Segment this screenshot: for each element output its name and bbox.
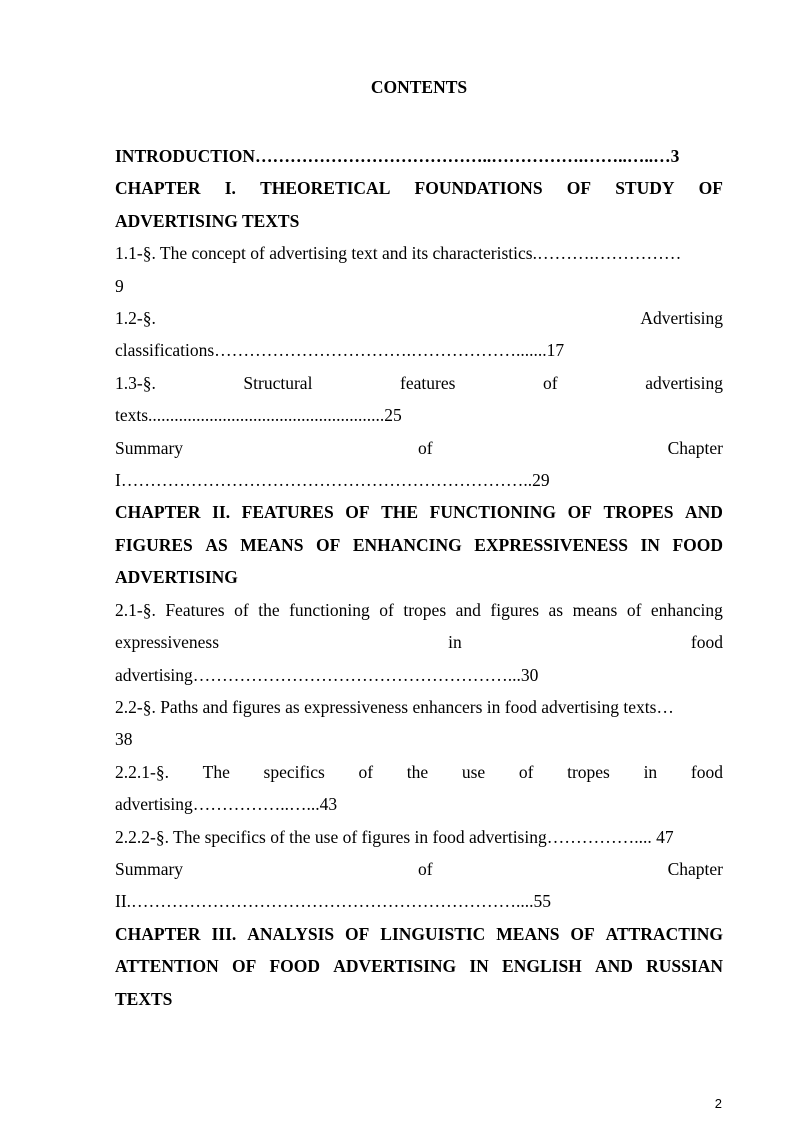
toc-line: classifications…………………………….……………….......17	[115, 340, 565, 361]
toc-word: CHAPTER	[115, 502, 201, 523]
toc-word: of	[379, 599, 394, 620]
toc-word: Summary	[115, 437, 184, 458]
toc-line: 1.1-§. The concept of advertising text and its characteristics.……….……………	[115, 243, 682, 264]
toc-word: Features	[165, 599, 225, 620]
toc-entry-section-1-1[interactable]	[115, 237, 723, 302]
toc-word: FIGURES	[115, 534, 193, 555]
toc-word: ADVERTISING	[333, 956, 457, 977]
toc-word: features	[400, 372, 456, 393]
toc-word: CHAPTER	[115, 923, 201, 944]
toc-entry-summary-chapter-1[interactable]	[115, 432, 723, 497]
toc-word: AND	[685, 502, 723, 523]
toc-word: MEANS	[496, 923, 560, 944]
toc-word: and	[455, 599, 481, 620]
toc-line-justified	[115, 172, 723, 204]
toc-line-justified	[115, 529, 723, 561]
toc-word: MEANS	[240, 534, 304, 555]
toc-word: of	[418, 437, 433, 458]
toc-word: FOUNDATIONS	[414, 178, 543, 199]
toc-word: 1.3-§.	[115, 372, 156, 393]
toc-word: OF	[345, 923, 370, 944]
table-of-contents	[115, 140, 723, 1015]
toc-word: Structural	[243, 372, 313, 393]
toc-word: AND	[595, 956, 633, 977]
toc-word: in	[643, 761, 658, 782]
toc-line: I……………………………………………………………..29	[115, 470, 550, 491]
toc-line: INTRODUCTION…………………………………..…………….……..…..…3	[115, 146, 680, 166]
toc-line: ADVERTISING TEXTS	[115, 210, 300, 231]
toc-line: 9	[115, 275, 124, 296]
toc-word: IN	[469, 956, 489, 977]
toc-word: ANALYSIS	[247, 923, 335, 944]
toc-line-justified	[115, 756, 723, 788]
toc-word: THE	[381, 502, 419, 523]
toc-line: II.…………………………………………………………....55	[115, 891, 552, 912]
toc-word: OF	[698, 178, 723, 199]
toc-word: STUDY	[615, 178, 675, 199]
toc-entry-section-2-2-1[interactable]	[115, 756, 723, 821]
toc-word: FUNCTIONING	[429, 502, 557, 523]
toc-entry-introduction[interactable]	[115, 140, 723, 172]
toc-line-justified	[115, 918, 723, 950]
toc-word: THEORETICAL	[260, 178, 391, 199]
toc-word: The	[202, 761, 230, 782]
toc-word: OF	[567, 502, 592, 523]
page-number: 2	[714, 1096, 722, 1111]
toc-word: OF	[345, 502, 370, 523]
toc-word: OF	[231, 956, 257, 977]
toc-line-justified	[115, 367, 723, 399]
toc-line: advertising……………..…...43	[115, 794, 338, 815]
toc-line-justified	[115, 496, 723, 528]
toc-word: TROPES	[603, 502, 674, 523]
toc-word: OF	[566, 178, 592, 199]
toc-line-justified	[115, 626, 723, 658]
toc-word: tropes	[403, 599, 447, 620]
toc-word: OF	[570, 923, 595, 944]
toc-word: of	[543, 372, 558, 393]
toc-line: TEXTS	[115, 988, 173, 1009]
toc-line-justified	[115, 432, 723, 464]
toc-entry-chapter-1[interactable]	[115, 172, 723, 237]
toc-word: ATTRACTING	[605, 923, 723, 944]
toc-word: FOOD	[269, 956, 321, 977]
toc-word: EXPRESSIVENESS	[474, 534, 628, 555]
toc-word: FEATURES	[241, 502, 334, 523]
toc-word: I.	[224, 178, 236, 199]
toc-word: as	[548, 599, 564, 620]
toc-word: ATTENTION	[115, 956, 219, 977]
toc-word: FOOD	[672, 534, 723, 555]
toc-word: tropes	[567, 761, 610, 782]
toc-word: CHAPTER	[115, 178, 201, 199]
toc-word: functioning	[289, 599, 370, 620]
toc-word: IN	[640, 534, 660, 555]
toc-line: 38	[115, 729, 133, 750]
toc-word: III.	[211, 923, 237, 944]
toc-word: AS	[205, 534, 228, 555]
toc-line-justified	[115, 594, 723, 626]
toc-entry-section-1-2[interactable]	[115, 302, 723, 367]
toc-word: OF	[315, 534, 341, 555]
toc-line-justified	[115, 302, 723, 334]
toc-word: use	[461, 761, 486, 782]
toc-line-justified	[115, 853, 723, 885]
toc-word: the	[258, 599, 280, 620]
toc-word: II.	[212, 502, 231, 523]
toc-word: Chapter	[667, 437, 723, 458]
toc-word: of	[418, 858, 433, 879]
toc-line: ADVERTISING	[115, 567, 238, 588]
toc-word: the	[406, 761, 429, 782]
toc-word: Summary	[115, 858, 184, 879]
toc-line: 2.2.2-§. The specifics of the use of figures in food advertising…………….... 47	[115, 826, 674, 847]
toc-word: specifics	[263, 761, 325, 782]
toc-entry-summary-chapter-2[interactable]	[115, 853, 723, 918]
page-title: CONTENTS	[370, 77, 468, 97]
toc-word: of	[234, 599, 249, 620]
toc-entry-section-2-2[interactable]	[115, 691, 723, 756]
toc-word: enhancing	[650, 599, 723, 620]
toc-word: in	[448, 632, 462, 653]
toc-word: figures	[490, 599, 540, 620]
toc-line: texts......................................................25	[115, 405, 402, 426]
toc-entry-chapter-3[interactable]	[115, 918, 723, 1015]
toc-word: ENHANCING	[352, 534, 462, 555]
toc-line: 2.2-§. Paths and figures as expressiveness enhancers in food advertising texts…	[115, 696, 674, 717]
toc-word: ENGLISH	[502, 956, 582, 977]
toc-word: Advertising	[640, 308, 723, 329]
toc-entry-section-2-2-2[interactable]	[115, 821, 723, 853]
toc-word: Chapter	[667, 858, 723, 879]
toc-word: 2.1-§.	[115, 599, 156, 620]
toc-word: advertising	[645, 372, 723, 393]
toc-word: expressiveness	[115, 632, 220, 653]
toc-word: means	[572, 599, 618, 620]
toc-word: LINGUISTIC	[380, 923, 486, 944]
toc-line-justified	[115, 950, 723, 982]
toc-word: 2.2.1-§.	[115, 761, 169, 782]
toc-word: RUSSIAN	[646, 956, 723, 977]
toc-word: of	[358, 761, 374, 782]
toc-word: food	[690, 632, 723, 653]
toc-entry-section-1-3[interactable]	[115, 367, 723, 432]
toc-entry-section-2-1[interactable]	[115, 594, 723, 691]
toc-word: of	[626, 599, 642, 620]
toc-line: advertising………………………………………………...30	[115, 664, 539, 685]
toc-word: food	[690, 761, 723, 782]
toc-word: 1.2-§.	[115, 308, 156, 329]
toc-word: of	[518, 761, 534, 782]
toc-entry-chapter-2[interactable]	[115, 496, 723, 593]
